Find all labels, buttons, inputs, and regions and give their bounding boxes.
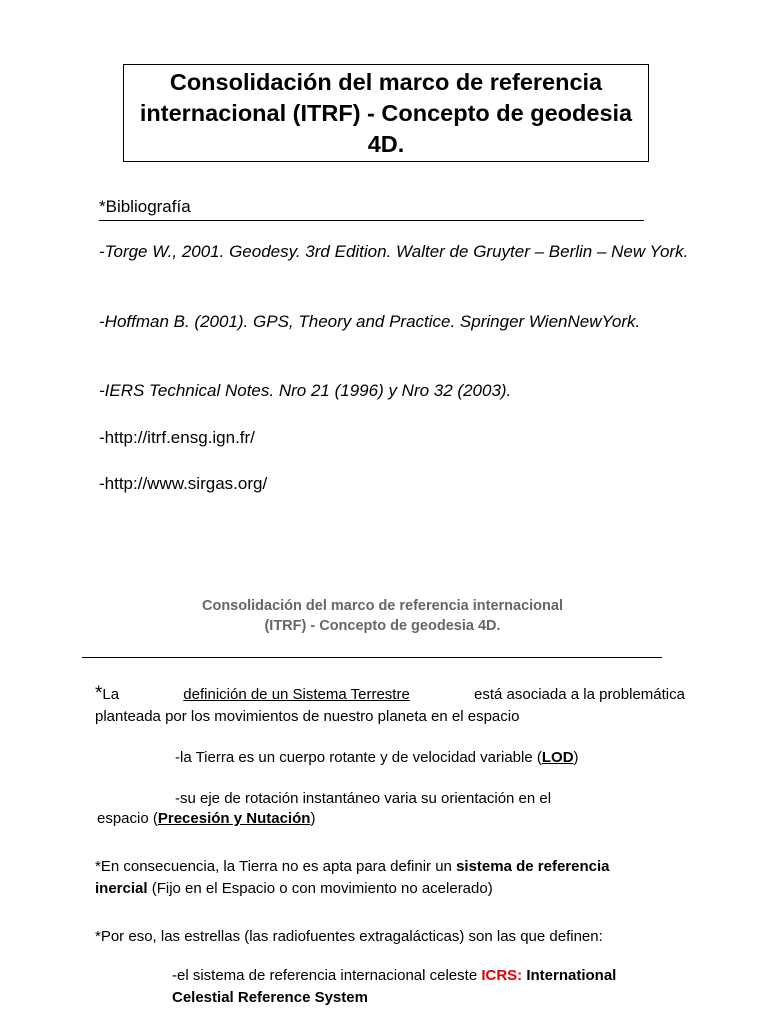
consequence-text: *En consecuencia, la Tierra no es apta para definir un [95,858,457,875]
reference-torge: -Torge W., 2001. Geodesy. 3rd Edition. Walter de Gruyter – Berlin – New York. [99,242,689,261]
section-subtitle-line1: Consolidación del marco de referencia internacional [202,598,563,614]
definition-prefix: La [102,686,120,703]
paragraph-definition [95,684,685,728]
divider-line [99,220,644,221]
item-icrs-line1 [172,965,702,987]
underlined-term: definición de un Sistema Terrestre [183,686,410,703]
item-lod-end: ) [573,749,579,766]
consequence-rest: (Fijo en el Espacio o con movimiento no acelerado) [147,880,493,897]
reference-iers: -IERS Technical Notes. Nro 21 (1996) y Nro 32 (2003). [99,381,512,400]
icrs-name-line1: International [522,967,617,984]
inertial-term-line2: inercial [95,880,148,897]
item-axis-end: ) [310,810,316,827]
precession-term: Precesión y Nutación [157,810,311,827]
document-title: Consolidación del marco de referencia internacional (ITRF) - Concepto de geodesia 4D. [139,68,633,157]
definition-lead [95,684,119,706]
paragraph-definition-line1 [95,684,685,706]
item-axis-prefix: espacio ( [97,810,158,827]
section-divider [82,657,662,658]
section-subtitle [100,596,665,636]
inertial-term-line1: sistema de referencia [456,858,610,875]
item-lod-text: -la Tierra es un cuerpo rotante y de velocidad variable ( [175,749,542,766]
paragraph-consequence-line1 [95,856,685,878]
item-icrs [172,965,702,1009]
bullet-star: * [95,683,103,704]
paragraph-stars: *Por eso, las estrellas (las radiofuentes extragalácticas) son las que definen: [95,928,603,945]
item-lod [175,747,579,769]
paragraph-definition-line2: planteada por los movimientos de nuestro planeta en el espacio [95,708,520,725]
paragraph-consequence [95,856,685,900]
link-sirgas: -http://www.sirgas.org/ [99,474,268,493]
link-itrf: -http://itrf.ensg.ign.fr/ [99,428,255,447]
definition-rest: está asociada a la problemática [474,686,685,703]
reference-hoffman: -Hoffman B. (2001). GPS, Theory and Practice. Springer WienNewYork. [99,312,641,331]
item-axis-line2 [97,808,315,830]
bibliography-heading: *Bibliografía [99,197,191,216]
title-box [123,64,649,162]
paragraph-consequence-line2 [95,878,685,900]
item-axis-line1: -su eje de rotación instantáneo varia su orientación en el [175,790,552,807]
icrs-acronym: ICRS: [481,967,523,984]
section-subtitle-line2: (ITRF) - Concepto de geodesia 4D. [264,618,501,634]
lod-term: LOD [541,749,574,766]
item-icrs-text: -el sistema de referencia internacional celeste [172,967,482,984]
icrs-name-line2: Celestial Reference System [172,989,368,1006]
